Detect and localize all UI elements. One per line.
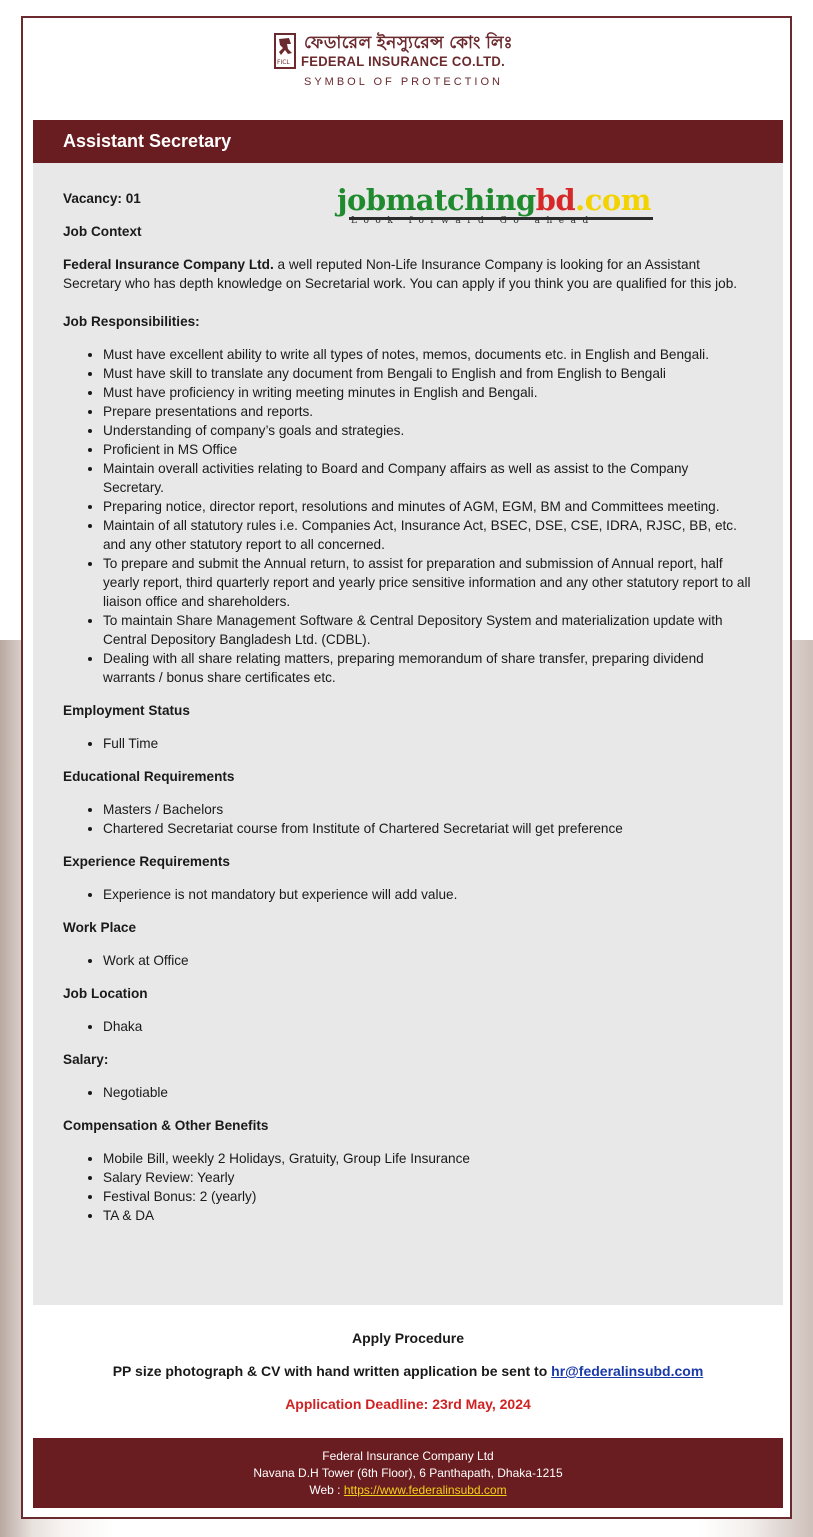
salary-list	[63, 1083, 753, 1102]
job-context-text	[63, 255, 753, 293]
apply-instruction	[33, 1363, 783, 1379]
experience-list	[63, 885, 753, 904]
work-place-list	[63, 951, 753, 970]
job-context-heading: Job Context	[63, 224, 142, 239]
list-item: • Work at Office	[103, 951, 753, 970]
jobmatchingbd-watermark	[337, 183, 657, 230]
responsibilities-heading: Job Responsibilities:	[63, 314, 200, 329]
logo-english-name: FEDERAL INSURANCE CO.LTD.	[301, 53, 505, 69]
responsibilities-list	[63, 345, 753, 687]
employment-status-list	[63, 734, 753, 753]
vacancy: Vacancy: 01	[63, 191, 141, 206]
list-item: • Prepare presentations and reports.	[103, 402, 753, 421]
list-item: • Preparing notice, director report, resolutions and minutes of AGM, EGM, BM and Committees meeting.	[103, 497, 753, 516]
footer-company: Federal Insurance Company Ltd	[322, 1449, 494, 1463]
footer-web-label: Web :	[309, 1483, 344, 1497]
job-title-bar	[33, 120, 783, 163]
list-item: • Must have excellent ability to write all types of notes, memos, documents etc. in English and Bengali.	[103, 345, 753, 364]
list-item: • Mobile Bill, weekly 2 Holidays, Gratuity, Group Life Insurance	[103, 1149, 753, 1168]
experience-heading: Experience Requirements	[63, 854, 230, 869]
list-item: • Must have proficiency in writing meeting minutes in English and Bengali.	[103, 383, 753, 402]
watermark-slogan: Look forward Go ahead	[351, 216, 595, 226]
list-item: • Experience is not mandatory but experience will add value.	[103, 885, 753, 904]
salary-heading: Salary:	[63, 1052, 109, 1067]
job-title: Assistant Secretary	[63, 131, 232, 151]
list-item: • Full Time	[103, 734, 753, 753]
list-item: • Chartered Secretariat course from Institute of Chartered Secretariat will get preference	[103, 819, 753, 838]
logo-bengali-name: ফেডারেল ইনস্যুরেন্স কোং লিঃ	[304, 33, 514, 52]
job-context-body: a well reputed Non-Life Insurance Company is looking for an Assistant Secretary who has depth knowledge on Secretarial work. You can apply if you think you are qualified for this job.	[63, 257, 738, 291]
company-name: Federal Insurance Company Ltd.	[63, 257, 274, 272]
list-item: • Negotiable	[103, 1083, 753, 1102]
footer-web-link[interactable]: https://www.federalinsubd.com	[343, 1483, 507, 1497]
watermark-part-2: bd	[535, 183, 576, 217]
logo-emblem-text: FICL	[277, 59, 290, 66]
company-logo	[274, 33, 524, 101]
footer	[33, 1438, 783, 1508]
logo-emblem-icon	[274, 33, 296, 69]
list-item: • Must have skill to translate any document from Bengali to English and from English to Bengali	[103, 364, 753, 383]
list-item: • Festival Bonus: 2 (yearly)	[103, 1187, 753, 1206]
job-location-list	[63, 1017, 753, 1036]
list-item: • Proficient in MS Office	[103, 440, 753, 459]
list-item: • TA & DA	[103, 1206, 753, 1225]
footer-web	[33, 1482, 783, 1499]
list-item: • Masters / Bachelors	[103, 800, 753, 819]
work-place-heading: Work Place	[63, 920, 137, 935]
apply-procedure	[33, 1305, 783, 1438]
watermark-logo-text	[337, 183, 651, 217]
apply-email-link[interactable]: hr@federalinsubd.com	[551, 1363, 704, 1379]
list-item: • To prepare and submit the Annual return, to assist for preparation and submission of Annual report, half yearly report, third quarterly report and yearly price sensitive information and any other statutory report to all liaison office and shareholders.	[103, 554, 753, 611]
footer-address: Navana D.H Tower (6th Floor), 6 Panthapath, Dhaka-1215	[253, 1466, 563, 1480]
logo-tagline: SYMBOL OF PROTECTION	[304, 76, 503, 88]
job-location-heading: Job Location	[63, 986, 148, 1001]
list-item: • Maintain of all statutory rules i.e. Companies Act, Insurance Act, BSEC, DSE, CSE, IDRA, RJSC, BB, etc. and any other statutory report to all concerned.	[103, 516, 753, 554]
education-heading: Educational Requirements	[63, 769, 235, 784]
list-item: • Dealing with all share relating matters, preparing memorandum of share transfer, preparing dividend warrants / bonus share certificates etc.	[103, 649, 753, 687]
job-details	[33, 163, 783, 1305]
watermark-part-3: .com	[575, 183, 651, 217]
benefits-list	[63, 1149, 753, 1225]
application-deadline: Application Deadline: 23rd May, 2024	[285, 1396, 531, 1412]
apply-title: Apply Procedure	[351, 1330, 465, 1346]
employment-status-heading: Employment Status	[63, 703, 190, 718]
apply-instruction-text: PP size photograph & CV with hand written application be sent to	[112, 1363, 552, 1379]
list-item: • Maintain overall activities relating to Board and Company affairs as well as assist to the Company Secretary.	[103, 459, 753, 497]
list-item: • Dhaka	[103, 1017, 753, 1036]
benefits-heading: Compensation & Other Benefits	[63, 1118, 269, 1133]
list-item: • Salary Review: Yearly	[103, 1168, 753, 1187]
watermark-part-1: jobmatching	[337, 183, 536, 217]
list-item: • Understanding of company’s goals and strategies.	[103, 421, 753, 440]
education-list	[63, 800, 753, 838]
list-item: • To maintain Share Management Software & Central Depository System and materialization update with Central Depository Bangladesh Ltd. (CDBL).	[103, 611, 753, 649]
